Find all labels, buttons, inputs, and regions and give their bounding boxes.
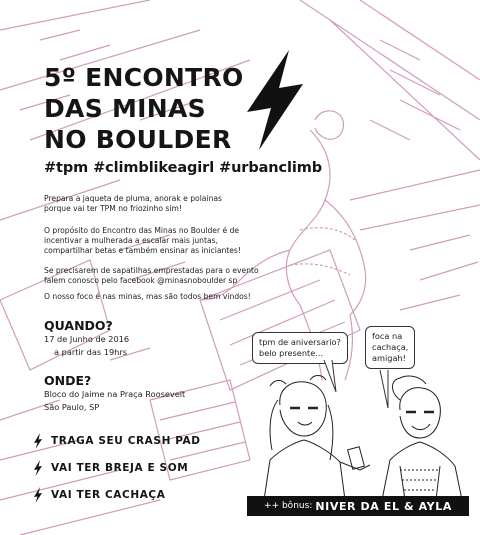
title-line-3: NO BOULDER (44, 125, 232, 154)
when-details (44, 333, 129, 359)
where-heading: ONDE? (44, 373, 92, 388)
bullet-crash-pad (33, 433, 201, 449)
bullet-beer-sound (33, 460, 188, 476)
paragraph-line: falem conosco pelo facebook @minasnoboulder sp (44, 276, 238, 285)
paragraph-line: O propósito do Encontro das Minas no Boulder é de (44, 226, 240, 235)
paragraph-line: Se precisarem de sapatilhas emprestadas para o evento (44, 266, 259, 275)
bonus-banner (247, 496, 469, 516)
event-date: 17 de Junho de 2016 (44, 334, 130, 344)
paragraph-jacket (44, 194, 294, 214)
paragraph-shoes (44, 266, 294, 286)
event-title (44, 62, 244, 155)
paragraph-line: O nosso foco é nas minas, mas são todos bem vindos! (44, 292, 251, 301)
paragraph-line: porque vai ter TPM no friozinho sim! (44, 204, 182, 213)
bonus-text: NIVER DA EL & AYLA (315, 499, 452, 513)
where-details (44, 388, 185, 414)
title-line-2: DAS MINAS (44, 94, 206, 123)
bullet-label: VAI TER CACHAÇA (51, 489, 166, 501)
bullet-label: VAI TER BREJA E SOM (51, 462, 189, 474)
paragraph-line: Prepara a jaqueta de pluma, anorak e polainas (44, 194, 222, 203)
lightning-bolt-icon (33, 433, 43, 449)
bubble-tail (376, 370, 392, 410)
hashtags: #tpm #climblikeagirl #urbanclimb (44, 160, 323, 176)
bubble-line: tpm de aniversario? (259, 337, 341, 347)
event-place: Bloco do Jaime na Praça Roosevelt (44, 389, 186, 399)
paragraph-purpose (44, 226, 294, 256)
bubble-line: cachaça, (372, 342, 409, 352)
friends-illustration (250, 370, 470, 500)
title-line-1: 5º ENCONTRO (44, 63, 244, 92)
when-heading: QUANDO? (44, 318, 113, 333)
paragraph-line: compartilhar betas e também ensinar as iniciantes! (44, 246, 241, 255)
paragraph-line: incentivar a mulherada a escalar mais juntas, (44, 236, 218, 245)
event-time: a partir das 19hrs (54, 347, 127, 357)
speech-bubble-right (365, 326, 415, 369)
bubble-line: amigah! (372, 353, 406, 363)
bubble-line: foca na (372, 331, 403, 341)
lightning-bolt-icon (33, 487, 43, 503)
paragraph-focus (44, 292, 294, 302)
bonus-prefix: ++ bônus: (264, 501, 313, 511)
event-city: São Paulo, SP (44, 402, 100, 412)
lightning-bolt-icon (245, 50, 305, 150)
bullet-cachaca (33, 487, 165, 503)
lightning-bolt-icon (33, 460, 43, 476)
bubble-line: belo presente... (259, 348, 324, 358)
bubble-tail (322, 360, 338, 394)
bullet-label: TRAGA SEU CRASH PAD (51, 435, 201, 447)
